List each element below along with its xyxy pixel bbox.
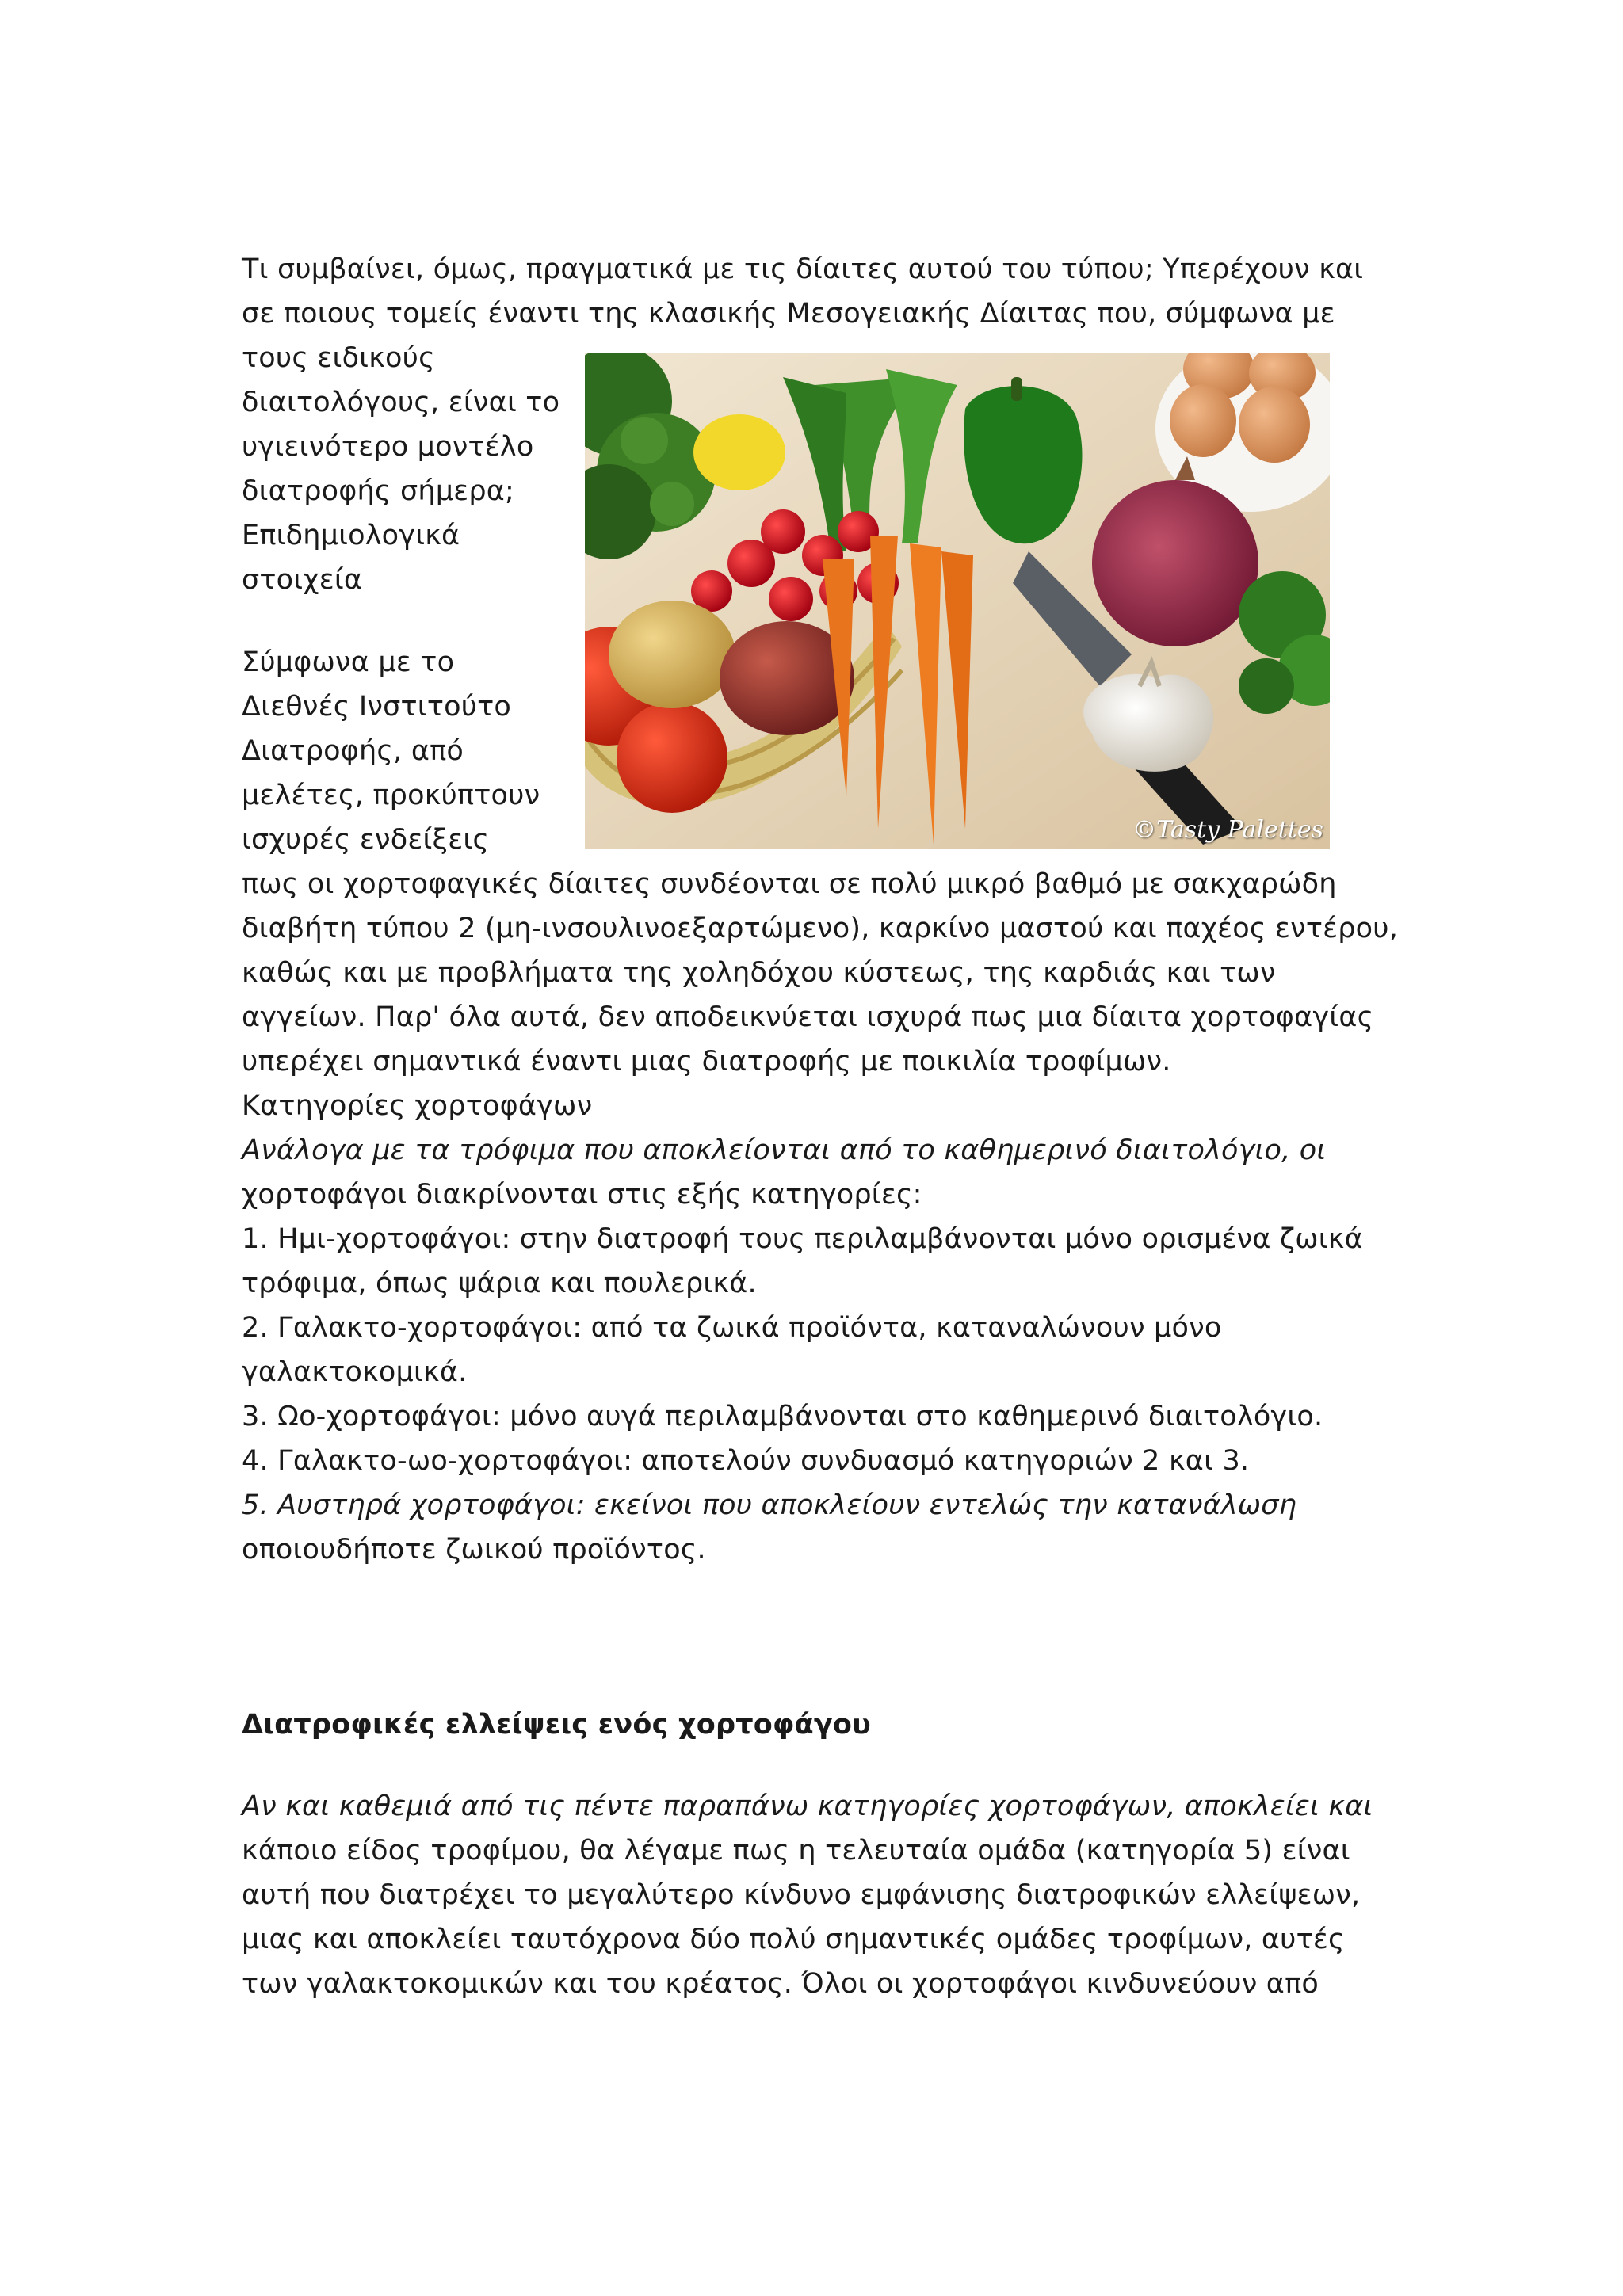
intro-line-1: Τι συμβαίνει, όμως, πραγματικά με τις δίαιτες αυτού του τύπου; Υπερέχουν και xyxy=(242,254,1364,285)
intro-line-5: υγιεινότερο μοντέλο xyxy=(242,431,534,463)
intro-line-6: διατροφής σήμερα; xyxy=(242,475,515,507)
def-line-2: κάποιο είδος τροφίμου, θα λέγαμε πως η τελευταία ομάδα (κατηγορία 5) είναι xyxy=(242,1835,1350,1867)
epi-line-4: μελέτες, προκύπτουν xyxy=(242,780,540,811)
category-2b: γαλακτοκομικά. xyxy=(242,1356,468,1388)
categories-heading: Κατηγορίες χορτοφάγων xyxy=(242,1090,593,1122)
epi-line-7: διαβήτη τύπου 2 (μη-ινσουλινοεξαρτώμενο), καρκίνο μαστού και παχέος εντέρου, xyxy=(242,913,1399,944)
epi-line-6: πως οι χορτοφαγικές δίαιτες συνδέονται σε πολύ μικρό βαθμό με σακχαρώδη xyxy=(242,868,1337,900)
vegetables-photo xyxy=(585,353,1330,849)
def-line-3: αυτή που διατρέχει το μεγαλύτερο κίνδυνο εμφάνισης διατροφικών ελλείψεων, xyxy=(242,1879,1361,1911)
category-4: 4. Γαλακτο-ωο-χορτοφάγοι: αποτελούν συνδυασμό κατηγοριών 2 και 3. xyxy=(242,1445,1250,1477)
intro-line-7: Επιδημιολογικά xyxy=(242,520,460,551)
photo-watermark: ©Tasty Palettes xyxy=(1132,816,1323,844)
categories-intro-2: χορτοφάγοι διακρίνονται στις εξής κατηγορίες: xyxy=(242,1179,922,1211)
epi-line-10: υπερέχει σημαντικά έναντι μιας διατροφής με ποικιλία τροφίμων. xyxy=(242,1046,1171,1077)
def-line-5: των γαλακτοκομικών και του κρέατος. Όλοι οι χορτοφάγοι κινδυνεύουν από xyxy=(242,1968,1319,2000)
epi-line-1: Σύμφωνα με το xyxy=(242,646,455,678)
vegetables-illustration xyxy=(585,353,1330,849)
category-1b: τρόφιμα, όπως ψάρια και πουλερικά. xyxy=(242,1268,757,1299)
categories-intro-1: Ανάλογα με τα τρόφιμα που αποκλείονται από το καθημερινό διαιτολόγιο, οι xyxy=(242,1135,1327,1166)
category-5a: 5. Αυστηρά χορτοφάγοι: εκείνοι που αποκλείουν εντελώς την κατανάλωση xyxy=(242,1489,1297,1521)
intro-line-3: τους ειδικούς xyxy=(242,342,435,374)
category-2a: 2. Γαλακτο-χορτοφάγοι: από τα ζωικά προϊόντα, καταναλώνουν μόνο xyxy=(242,1312,1222,1344)
category-3: 3. Ωο-χορτοφάγοι: μόνο αυγά περιλαμβάνονται στο καθημερινό διαιτολόγιο. xyxy=(242,1401,1323,1432)
category-5b: οποιουδήποτε ζωικού προϊόντος. xyxy=(242,1534,706,1566)
category-1a: 1. Ημι-χορτοφάγοι: στην διατροφή τους περιλαμβάνονται μόνο ορισμένα ζωικά xyxy=(242,1223,1363,1255)
def-line-4: μιας και αποκλείει ταυτόχρονα δύο πολύ σημαντικές ομάδες τροφίμων, αυτές xyxy=(242,1924,1345,1955)
epi-line-8: καθώς και με προβλήματα της χοληδόχου κύστεως, της καρδιάς και των xyxy=(242,957,1276,989)
deficiencies-heading: Διατροφικές ελλείψεις ενός χορτοφάγου xyxy=(242,1709,871,1741)
intro-line-8: στοιχεία xyxy=(242,564,363,596)
epi-line-3: Διατροφής, από xyxy=(242,735,464,767)
intro-line-4: διαιτολόγους, είναι το xyxy=(242,387,560,418)
epi-line-2: Διεθνές Ινστιτούτο xyxy=(242,691,512,723)
epi-line-5: ισχυρές ενδείξεις xyxy=(242,824,490,856)
epi-line-9: αγγείων. Παρ' όλα αυτά, δεν αποδεικνύεται ισχυρά πως μια δίαιτα χορτοφαγίας xyxy=(242,1001,1374,1033)
intro-line-2: σε ποιους τομείς έναντι της κλασικής Μεσογειακής Δίαιτας που, σύμφωνα με xyxy=(242,298,1335,330)
def-line-1: Αν και καθεμιά από τις πέντε παραπάνω κατηγορίες χορτοφάγων, αποκλείει και xyxy=(242,1791,1373,1822)
